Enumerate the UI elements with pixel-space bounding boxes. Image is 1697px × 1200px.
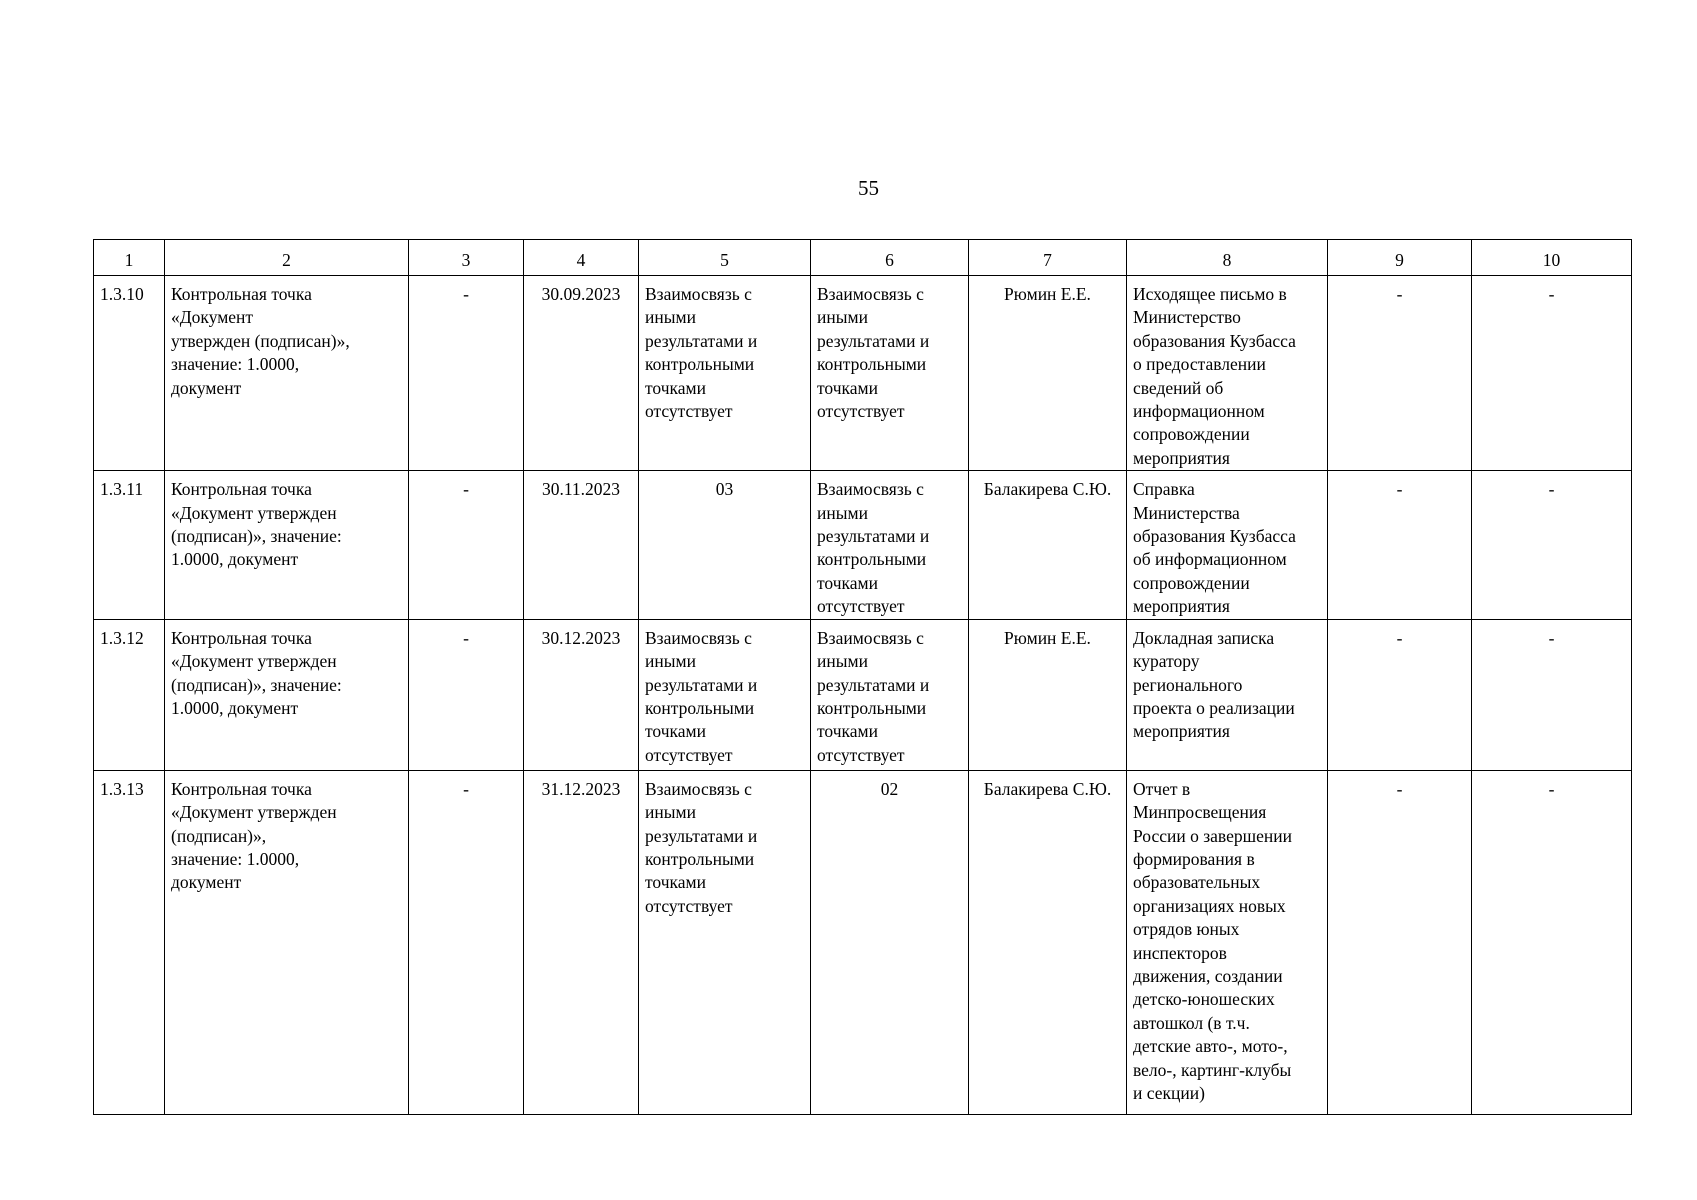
column-header-6: 6 (811, 240, 969, 276)
page-number: 55 (858, 176, 879, 200)
document-description: Отчет в Минпросвещения России о завершении формирования в образовательных организациях новых отрядов юных инспекторов движения, создании детско-юношеских автошкол (в т.ч. детские авто-, мото-, вело-, картинг-клубы и секции) (1127, 770, 1328, 1114)
responsible-person: Балакирева С.Ю. (969, 471, 1127, 619)
cell-col5: Взаимосвязь с иными результатами и контрольными точками отсутствует (639, 276, 811, 471)
cell-col10: - (1472, 619, 1632, 770)
responsible-person: Рюмин Е.Е. (969, 619, 1127, 770)
cell-col9: - (1328, 619, 1472, 770)
cell-col6: Взаимосвязь с иными результатами и контрольными точками отсутствует (811, 619, 969, 770)
cell-col6: Взаимосвязь с иными результатами и контрольными точками отсутствует (811, 276, 969, 471)
control-point-name: Контрольная точка «Документ утвержден (подписан)», значение: 1.0000, документ (165, 276, 409, 471)
column-header-1: 1 (94, 240, 165, 276)
cell-col10: - (1472, 276, 1632, 471)
table-row (94, 471, 1632, 619)
cell-col5: Взаимосвязь с иными результатами и контрольными точками отсутствует (639, 619, 811, 770)
column-header-4: 4 (524, 240, 639, 276)
table-header-row (94, 240, 1632, 276)
column-header-9: 9 (1328, 240, 1472, 276)
cell-col3: - (409, 276, 524, 471)
table-row (94, 619, 1632, 770)
column-header-2: 2 (165, 240, 409, 276)
column-header-3: 3 (409, 240, 524, 276)
row-number: 1.3.11 (94, 471, 165, 619)
cell-col6: Взаимосвязь с иными результатами и контрольными точками отсутствует (811, 471, 969, 619)
column-header-5: 5 (639, 240, 811, 276)
column-header-10: 10 (1472, 240, 1632, 276)
due-date: 31.12.2023 (524, 770, 639, 1114)
cell-col3: - (409, 471, 524, 619)
column-header-8: 8 (1127, 240, 1328, 276)
control-point-name: Контрольная точка «Документ утвержден (подписан)», значение: 1.0000, документ (165, 471, 409, 619)
document-description: Справка Министерства образования Кузбасса об информационном сопровождении мероприятия (1127, 471, 1328, 619)
cell-col6: 02 (811, 770, 969, 1114)
cell-col9: - (1328, 471, 1472, 619)
cell-col9: - (1328, 770, 1472, 1114)
row-number: 1.3.12 (94, 619, 165, 770)
cell-col3: - (409, 770, 524, 1114)
table-row (94, 770, 1632, 1114)
control-point-name: Контрольная точка «Документ утвержден (подписан)», значение: 1.0000, документ (165, 770, 409, 1114)
row-number: 1.3.10 (94, 276, 165, 471)
responsible-person: Балакирева С.Ю. (969, 770, 1127, 1114)
row-number: 1.3.13 (94, 770, 165, 1114)
control-points-table (93, 239, 1632, 1115)
document-description: Докладная записка куратору регионального проекта о реализации мероприятия (1127, 619, 1328, 770)
table-row (94, 276, 1632, 471)
cell-col10: - (1472, 471, 1632, 619)
cell-col3: - (409, 619, 524, 770)
due-date: 30.09.2023 (524, 276, 639, 471)
due-date: 30.11.2023 (524, 471, 639, 619)
cell-col9: - (1328, 276, 1472, 471)
cell-col10: - (1472, 770, 1632, 1114)
column-header-7: 7 (969, 240, 1127, 276)
document-description: Исходящее письмо в Министерство образования Кузбасса о предоставлении сведений об информационном сопровождении мероприятия (1127, 276, 1328, 471)
control-point-name: Контрольная точка «Документ утвержден (подписан)», значение: 1.0000, документ (165, 619, 409, 770)
cell-col5: Взаимосвязь с иными результатами и контрольными точками отсутствует (639, 770, 811, 1114)
cell-col5: 03 (639, 471, 811, 619)
due-date: 30.12.2023 (524, 619, 639, 770)
responsible-person: Рюмин Е.Е. (969, 276, 1127, 471)
